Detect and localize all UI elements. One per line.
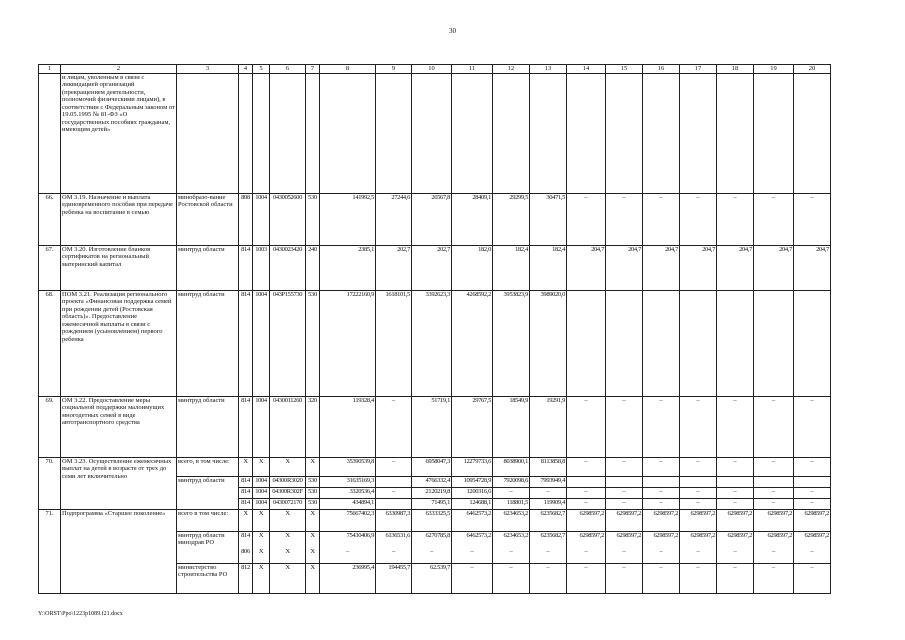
value-cell: – — [567, 487, 606, 498]
col-number: 8 — [320, 65, 376, 74]
value-cell: – — [376, 457, 412, 476]
value-cell: – — [794, 396, 831, 457]
value-cell: – — [606, 193, 643, 245]
value-cell: – — [680, 396, 717, 457]
value-mintrud: 6298597,2 — [579, 531, 604, 539]
grbs-cell: X — [239, 509, 253, 531]
value-cell: 6330987,3 — [376, 509, 412, 531]
value-cell: – — [530, 487, 567, 498]
value-mintrud: 6136531,6 — [385, 531, 410, 539]
value-cell: 6958047,3 — [412, 457, 452, 476]
program-name: и лицам, уволенным в связи с ликвидацией организаций (прекращением деятельности, полномочий физическими лицами), в соответствии с Федеральным законом от 19.05.1995 № 81-ФЗ «О государственных пособиях гражданам, имеющим детей» — [61, 73, 177, 193]
program-name: ПОМ 3.21. Реализация регионального проекта «Финансовая поддержка семей при рождении детей (Ростовская область)». Предоставление ежемесячной выплаты в связи с рождением (усыновлением) первого ребенка — [61, 290, 177, 396]
csr-cell: 043P155730 — [270, 290, 306, 396]
vr-cell: 530 — [306, 290, 320, 396]
value-cell: – — [567, 498, 606, 509]
rzpr-cell: 1004 — [253, 476, 270, 487]
value-cell: 124688,1 — [452, 498, 493, 509]
executor: минтруд области — [177, 396, 239, 457]
value-cell: – — [452, 563, 493, 593]
csr-cell: 0430023420 — [270, 245, 306, 290]
value-cell: – — [493, 563, 530, 593]
value-mintrud: 6298597,2 — [727, 531, 752, 539]
table-row-continuation — [39, 73, 831, 193]
executor: всего, в том числе: — [177, 457, 239, 476]
row-number: 70. — [39, 457, 61, 509]
value-cell: – — [680, 563, 717, 593]
row-number: 67. — [39, 245, 61, 290]
executor: минтруд области — [177, 290, 239, 396]
grbs-cell: 814 — [239, 498, 253, 509]
value-cell — [530, 531, 567, 563]
value-cell: – — [680, 457, 717, 476]
value-cell: – — [567, 193, 606, 245]
col-number: 7 — [306, 65, 320, 74]
value-cell: 3953823,9 — [493, 290, 530, 396]
value-cell — [567, 531, 606, 563]
value-mintrud: 6298597,2 — [616, 531, 641, 539]
col-number: 2 — [61, 65, 177, 74]
value-cell: – — [754, 563, 794, 593]
value-cell: 204,7 — [606, 245, 643, 290]
vr-cell: X — [306, 509, 320, 531]
vr-cell: 530 — [306, 193, 320, 245]
grbs-cell: X — [239, 457, 253, 476]
value-cell: 30471,5 — [530, 193, 567, 245]
rzpr-cell: X — [253, 563, 270, 593]
value-mintrud: 6298597,2 — [653, 531, 678, 539]
value-cell: 204,7 — [643, 245, 680, 290]
value-cell: 29767,5 — [452, 396, 493, 457]
value-cell — [567, 476, 606, 487]
value-cell: 26567,8 — [412, 193, 452, 245]
rzpr-cell: 1004 — [253, 290, 270, 396]
col-number: 14 — [567, 65, 606, 74]
value-cell — [493, 531, 530, 563]
value-cell — [680, 476, 717, 487]
footer-file-path: Y:\ORST\Ppo\1223p1089.f21.docx — [38, 611, 123, 617]
value-cell: – — [493, 487, 530, 498]
grbs-cell — [239, 531, 253, 563]
value-mintrud: 6298597,2 — [804, 531, 829, 539]
value-cell: – — [754, 396, 794, 457]
value-cell: 62.539,7 — [412, 563, 452, 593]
value-cell: 6462573,2 — [452, 509, 493, 531]
value-cell — [754, 531, 794, 563]
value-cell: 2120219,8 — [412, 487, 452, 498]
value-cell: 27244,6 — [376, 193, 412, 245]
grbs-mintrud: 814 — [241, 531, 250, 539]
value-cell: 3392623,3 — [412, 290, 452, 396]
value-cell: – — [754, 487, 794, 498]
value-mintrud: 6235682,7 — [540, 531, 565, 539]
value-mintrud: 6298597,2 — [767, 531, 792, 539]
col-number: 10 — [412, 65, 452, 74]
value-cell — [376, 498, 412, 509]
value-minzdrav: – — [810, 548, 814, 555]
vr-cell: 320 — [306, 396, 320, 457]
value-cell: – — [567, 563, 606, 593]
value-cell: 182,4 — [493, 245, 530, 290]
col-number: 13 — [530, 65, 567, 74]
col-number: 1 — [39, 65, 61, 74]
value-minzdrav: – — [509, 548, 513, 555]
value-cell — [643, 531, 680, 563]
csr-cell: 0430072170 — [270, 498, 306, 509]
value-cell: – — [717, 498, 754, 509]
col-number: 15 — [606, 65, 643, 74]
csr-minzdrav: X — [285, 548, 290, 555]
value-cell: 7993949,4 — [530, 476, 567, 487]
value-cell: 6298597,2 — [754, 509, 794, 531]
value-cell: – — [567, 396, 606, 457]
row-number: 68. — [39, 290, 61, 396]
vr-mintrud: X — [310, 531, 315, 539]
value-cell: 29299,5 — [493, 193, 530, 245]
executor: минтруд области — [177, 476, 239, 509]
value-cell: 204,7 — [717, 245, 754, 290]
value-cell — [754, 476, 794, 487]
value-cell: 182,0 — [452, 245, 493, 290]
value-cell — [376, 531, 412, 563]
value-cell: 18549,9 — [493, 396, 530, 457]
col-number: 19 — [754, 65, 794, 74]
csr-cell: 0430052600 — [270, 193, 306, 245]
row-number: 69. — [39, 396, 61, 457]
value-cell: – — [680, 498, 717, 509]
value-cell — [717, 290, 754, 396]
value-minzdrav: – — [772, 548, 775, 555]
csr-cell: X — [270, 509, 306, 531]
grbs-minzdrav: 806 — [241, 548, 250, 555]
value-cell — [717, 531, 754, 563]
rzpr-cell: 1004 — [253, 396, 270, 457]
value-cell: – — [643, 498, 680, 509]
value-cell — [412, 531, 452, 563]
budget-table — [38, 64, 831, 594]
table-row — [39, 396, 831, 457]
value-cell: – — [794, 457, 831, 476]
csr-cell: 04300R302F — [270, 487, 306, 498]
value-minzdrav: – — [392, 548, 395, 555]
col-number: 12 — [493, 65, 530, 74]
value-cell: – — [567, 457, 606, 476]
value-cell — [606, 531, 643, 563]
col-number: 4 — [239, 65, 253, 74]
value-cell: 12279733,6 — [452, 457, 493, 476]
csr-cell — [270, 531, 306, 563]
value-cell — [680, 531, 717, 563]
total-cell: 75667402,3 — [320, 509, 376, 531]
table-row — [39, 193, 831, 245]
value-cell: – — [643, 396, 680, 457]
col-number: 3 — [177, 65, 239, 74]
col-number: 20 — [794, 65, 831, 74]
col-number: 18 — [717, 65, 754, 74]
col-number: 5 — [253, 65, 270, 74]
value-cell: 1618101,5 — [376, 290, 412, 396]
value-cell: – — [794, 563, 831, 593]
value-cell: 28409,1 — [452, 193, 493, 245]
value-minzdrav: – — [733, 548, 737, 555]
value-cell: 204,7 — [567, 245, 606, 290]
value-cell: 119909,4 — [530, 498, 567, 509]
total-cell: 2385,1 — [320, 245, 376, 290]
value-cell: 71495,1 — [412, 498, 452, 509]
value-minzdrav: – — [584, 548, 588, 555]
value-cell: – — [717, 193, 754, 245]
value-minzdrav: – — [546, 548, 550, 555]
value-cell: 202,7 — [376, 245, 412, 290]
value-cell: 182,4 — [530, 245, 567, 290]
value-cell: 4268592,2 — [452, 290, 493, 396]
value-cell: – — [717, 563, 754, 593]
col-number: 16 — [643, 65, 680, 74]
total-cell: 17222160,9 — [320, 290, 376, 396]
value-cell: – — [680, 193, 717, 245]
value-minzdrav: – — [659, 548, 663, 555]
value-cell — [606, 476, 643, 487]
csr-cell: 04300R3020 — [270, 476, 306, 487]
value-cell: – — [754, 457, 794, 476]
executor: министерство строительства РО — [177, 563, 239, 593]
value-cell: – — [643, 193, 680, 245]
total-cell: 141992,5 — [320, 193, 376, 245]
vr-cell: 530 — [306, 487, 320, 498]
vr-cell: 530 — [306, 498, 320, 509]
total-cell: 35390539,8 — [320, 457, 376, 476]
grbs-cell: 814 — [239, 476, 253, 487]
row-number: 66. — [39, 193, 61, 245]
value-cell: 8038900,1 — [493, 457, 530, 476]
table-row — [39, 509, 831, 531]
grbs-cell: 814 — [239, 245, 253, 290]
row-number: 71. — [39, 509, 61, 593]
rzpr-cell — [253, 531, 270, 563]
rzpr-cell: 1004 — [253, 487, 270, 498]
grbs-cell: 808 — [239, 193, 253, 245]
value-mintrud: 6462573,2 — [466, 531, 491, 539]
value-cell: 202,7 — [412, 245, 452, 290]
total-cell: 3320536,4 — [320, 487, 376, 498]
value-cell: – — [606, 457, 643, 476]
vr-cell: 530 — [306, 476, 320, 487]
total-mintrud: 75430406,9 — [346, 531, 374, 539]
column-number-row — [39, 65, 831, 74]
value-cell: – — [606, 563, 643, 593]
value-cell — [643, 476, 680, 487]
value-cell: 204,7 — [754, 245, 794, 290]
value-mintrud: 6270785,8 — [425, 531, 450, 539]
value-cell: – — [680, 487, 717, 498]
rzpr-minzdrav: X — [258, 548, 264, 555]
value-cell: – — [754, 498, 794, 509]
value-cell: – — [717, 396, 754, 457]
grbs-cell: 814 — [239, 396, 253, 457]
value-cell — [794, 290, 831, 396]
value-cell: 6298597,2 — [643, 509, 680, 531]
value-minzdrav: – — [470, 548, 474, 555]
value-cell: 4766332,4 — [412, 476, 452, 487]
program-name: ОМ 3.23. Осуществление ежемесячных выплат на детей в возрасте от трех до семи лет включительно — [61, 457, 177, 509]
value-cell: 7920098,6 — [493, 476, 530, 487]
executor-mintrud: минтруд области — [178, 531, 225, 539]
program-name: ОМ 3.22. Предоставление меры социальной поддержки малоимущих многодетных семей в виде автотранспортного средства — [61, 396, 177, 457]
vr-cell: 240 — [306, 245, 320, 290]
value-cell: – — [754, 193, 794, 245]
grbs-cell: 814 — [239, 290, 253, 396]
value-cell: – — [643, 457, 680, 476]
table-row — [39, 290, 831, 396]
value-cell: 6298597,2 — [794, 509, 831, 531]
csr-cell: X — [270, 563, 306, 593]
value-cell: – — [606, 487, 643, 498]
value-cell: 6235682,7 — [530, 509, 567, 531]
value-minzdrav: – — [430, 548, 433, 555]
csr-cell: X — [270, 457, 306, 476]
rzpr-mintrud: X — [258, 531, 264, 539]
executor: минобразо-вание Ростовской области — [177, 193, 239, 245]
value-cell — [754, 290, 794, 396]
value-cell: – — [794, 193, 831, 245]
value-cell — [717, 476, 754, 487]
total-cell — [320, 531, 376, 563]
csr-cell: 0430011260 — [270, 396, 306, 457]
col-number: 17 — [680, 65, 717, 74]
col-number: 9 — [376, 65, 412, 74]
value-cell: – — [376, 396, 412, 457]
value-minzdrav: – — [696, 548, 700, 555]
table-row — [39, 457, 831, 476]
rzpr-cell: 1004 — [253, 193, 270, 245]
value-cell: – — [643, 563, 680, 593]
value-cell — [567, 290, 606, 396]
value-cell — [643, 290, 680, 396]
value-cell: – — [530, 563, 567, 593]
value-cell — [794, 476, 831, 487]
program-name: ОМ 3.19. Назначение и выплата единовременного пособия при передаче ребенка на воспитание в семью — [61, 193, 177, 245]
value-cell — [680, 290, 717, 396]
value-cell: 6234653,2 — [493, 509, 530, 531]
executor — [177, 531, 239, 563]
value-cell: 6333325,5 — [412, 509, 452, 531]
total-minzdrav: – — [346, 548, 349, 555]
value-cell: 204,7 — [680, 245, 717, 290]
value-cell: 3989020,0 — [530, 290, 567, 396]
value-cell: – — [794, 487, 831, 498]
vr-minzdrav: X — [310, 548, 315, 555]
total-cell: 31635169,3 — [320, 476, 376, 487]
value-minzdrav: – — [622, 548, 626, 555]
value-cell: 8113858,8 — [530, 457, 567, 476]
col-number: 6 — [270, 65, 306, 74]
value-cell: 194455,7 — [376, 563, 412, 593]
value-cell: 10954728,9 — [452, 476, 493, 487]
value-cell: – — [606, 396, 643, 457]
rzpr-cell: X — [253, 457, 270, 476]
value-cell: 118801,5 — [493, 498, 530, 509]
vr-cell: X — [306, 563, 320, 593]
value-cell: 51719,1 — [412, 396, 452, 457]
table-row — [39, 245, 831, 290]
value-cell: 204,7 — [794, 245, 831, 290]
value-mintrud: 6298597,2 — [690, 531, 715, 539]
value-cell: – — [717, 457, 754, 476]
value-cell: 1200316,6 — [452, 487, 493, 498]
total-cell: 236995,4 — [320, 563, 376, 593]
value-cell: 6298597,2 — [567, 509, 606, 531]
csr-mintrud: X — [285, 531, 290, 539]
rzpr-cell: 1004 — [253, 498, 270, 509]
value-cell — [376, 476, 412, 487]
value-cell: – — [643, 487, 680, 498]
value-cell: – — [376, 487, 412, 498]
rzpr-cell: 1003 — [253, 245, 270, 290]
vr-cell: X — [306, 457, 320, 476]
program-name: ОМ 3.20. Изготовление бланков сертификатов на региональный материнский капитал — [61, 245, 177, 290]
value-cell — [606, 290, 643, 396]
vr-cell — [306, 531, 320, 563]
rzpr-cell: X — [253, 509, 270, 531]
value-cell: – — [794, 498, 831, 509]
value-cell — [452, 531, 493, 563]
page-number: 30 — [449, 27, 456, 35]
value-cell: 6298597,2 — [680, 509, 717, 531]
value-cell: 19291,9 — [530, 396, 567, 457]
total-cell: 119328,4 — [320, 396, 376, 457]
executor-minzdrav: минздрав РО — [178, 539, 215, 546]
total-cell: 434894,1 — [320, 498, 376, 509]
value-cell — [794, 531, 831, 563]
grbs-cell: 812 — [239, 563, 253, 593]
value-cell: – — [606, 498, 643, 509]
value-cell: 6298597,2 — [717, 509, 754, 531]
value-cell: – — [717, 487, 754, 498]
executor: минтруд области — [177, 245, 239, 290]
grbs-cell: 814 — [239, 487, 253, 498]
col-number: 11 — [452, 65, 493, 74]
program-name: Подпрограмма «Старшее поколение» — [61, 509, 177, 593]
executor: всего в том числе: — [177, 509, 239, 531]
value-mintrud: 6234653,2 — [503, 531, 528, 539]
value-cell: 6298597,2 — [606, 509, 643, 531]
